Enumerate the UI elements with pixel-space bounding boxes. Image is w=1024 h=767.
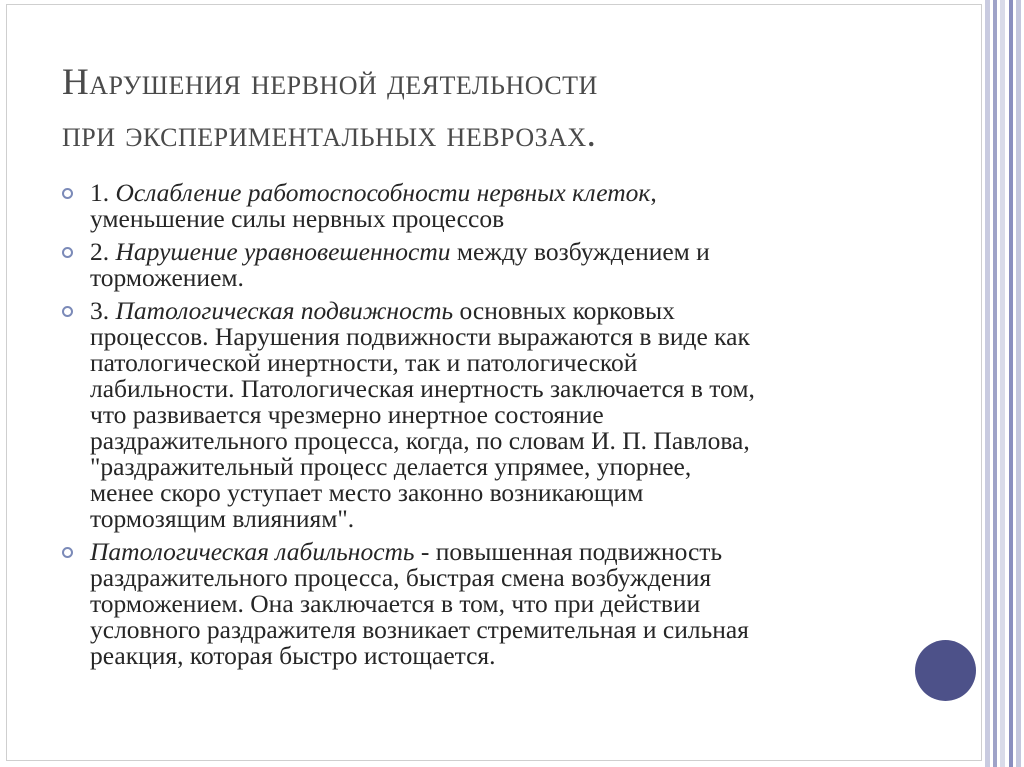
list-item-line (90, 206, 940, 232)
list-item-line (90, 480, 940, 506)
bullet-list (60, 180, 940, 676)
body-text: реакция, которая быстро истощается. (90, 641, 496, 670)
side-stripes (982, 0, 1024, 767)
body-text: условного раздражителя возникает стремительная и сильная (90, 615, 749, 644)
title-line: при экспериментальных неврозах. (62, 114, 597, 155)
body-text: менее скоро уступает место законно возникающим (90, 478, 644, 507)
body-text: раздражительного процесса, когда, по словам И. П. Павлова, (90, 426, 750, 455)
bullet-icon (62, 547, 73, 558)
list-item-line (90, 428, 940, 454)
bullet-icon (62, 306, 73, 317)
body-text: что развивается чрезмерно инертное состояние (90, 400, 604, 429)
list-item (60, 539, 940, 669)
body-text: 1. (90, 178, 116, 207)
list-item-line (90, 376, 940, 402)
list-item-line (90, 454, 940, 480)
list-item-line (90, 565, 940, 591)
body-text: торможением. (90, 263, 244, 292)
list-item-line (90, 643, 940, 669)
list-item-line (90, 591, 940, 617)
list-item-line (90, 180, 940, 206)
body-text: тормозящим влияниям". (90, 504, 355, 533)
body-text: процессов. Нарушения подвижности выражаются в виде как (90, 322, 750, 351)
list-item-line (90, 506, 940, 532)
body-text: уменьшение силы нервных процессов (90, 204, 505, 233)
list-item-line (90, 617, 940, 643)
list-item-line (90, 298, 940, 324)
title-line: Нарушения нервной деятельности (62, 62, 598, 103)
list-item (60, 239, 940, 291)
stripe-3 (1000, 0, 1005, 767)
body-text: 3. (90, 296, 116, 325)
body-text: торможением. Она заключается в том, что при действии (90, 589, 701, 618)
body-text: "раздражительный процесс делается упрямее, упорнее, (90, 452, 692, 481)
body-text: между возбуждением и (450, 237, 710, 266)
list-item (60, 180, 940, 232)
decorative-circle (915, 640, 976, 701)
body-text: 2. (90, 237, 116, 266)
stripe-4 (1009, 0, 1013, 767)
stripe-1 (985, 0, 990, 767)
list-item-line (90, 324, 940, 350)
body-text: раздражительного процесса, быстрая смена возбуждения (90, 563, 712, 592)
stripe-5 (1016, 0, 1021, 767)
list-item-line (90, 402, 940, 428)
body-text: патологической инертности, так и патологической (90, 348, 638, 377)
emphasis-text: Ослабление работоспособности нервных клеток (115, 178, 651, 207)
body-text: основных корковых (453, 296, 675, 325)
slide-title (62, 57, 922, 161)
stripe-2 (993, 0, 997, 767)
bullet-icon (62, 247, 73, 258)
bullet-icon (62, 188, 73, 199)
emphasis-text: Патологическая лабильность (90, 537, 415, 566)
list-item-line (90, 239, 940, 265)
body-text: - повышенная подвижность (414, 537, 723, 566)
list-item-line (90, 539, 940, 565)
list-item-line (90, 265, 940, 291)
emphasis-text: Нарушение уравновешенности (115, 237, 451, 266)
body-text: , (650, 178, 657, 207)
list-item (60, 298, 940, 532)
emphasis-text: Патологическая подвижность (115, 296, 454, 325)
list-item-line (90, 350, 940, 376)
body-text: лабильности. Патологическая инертность заключается в том, (90, 374, 755, 403)
